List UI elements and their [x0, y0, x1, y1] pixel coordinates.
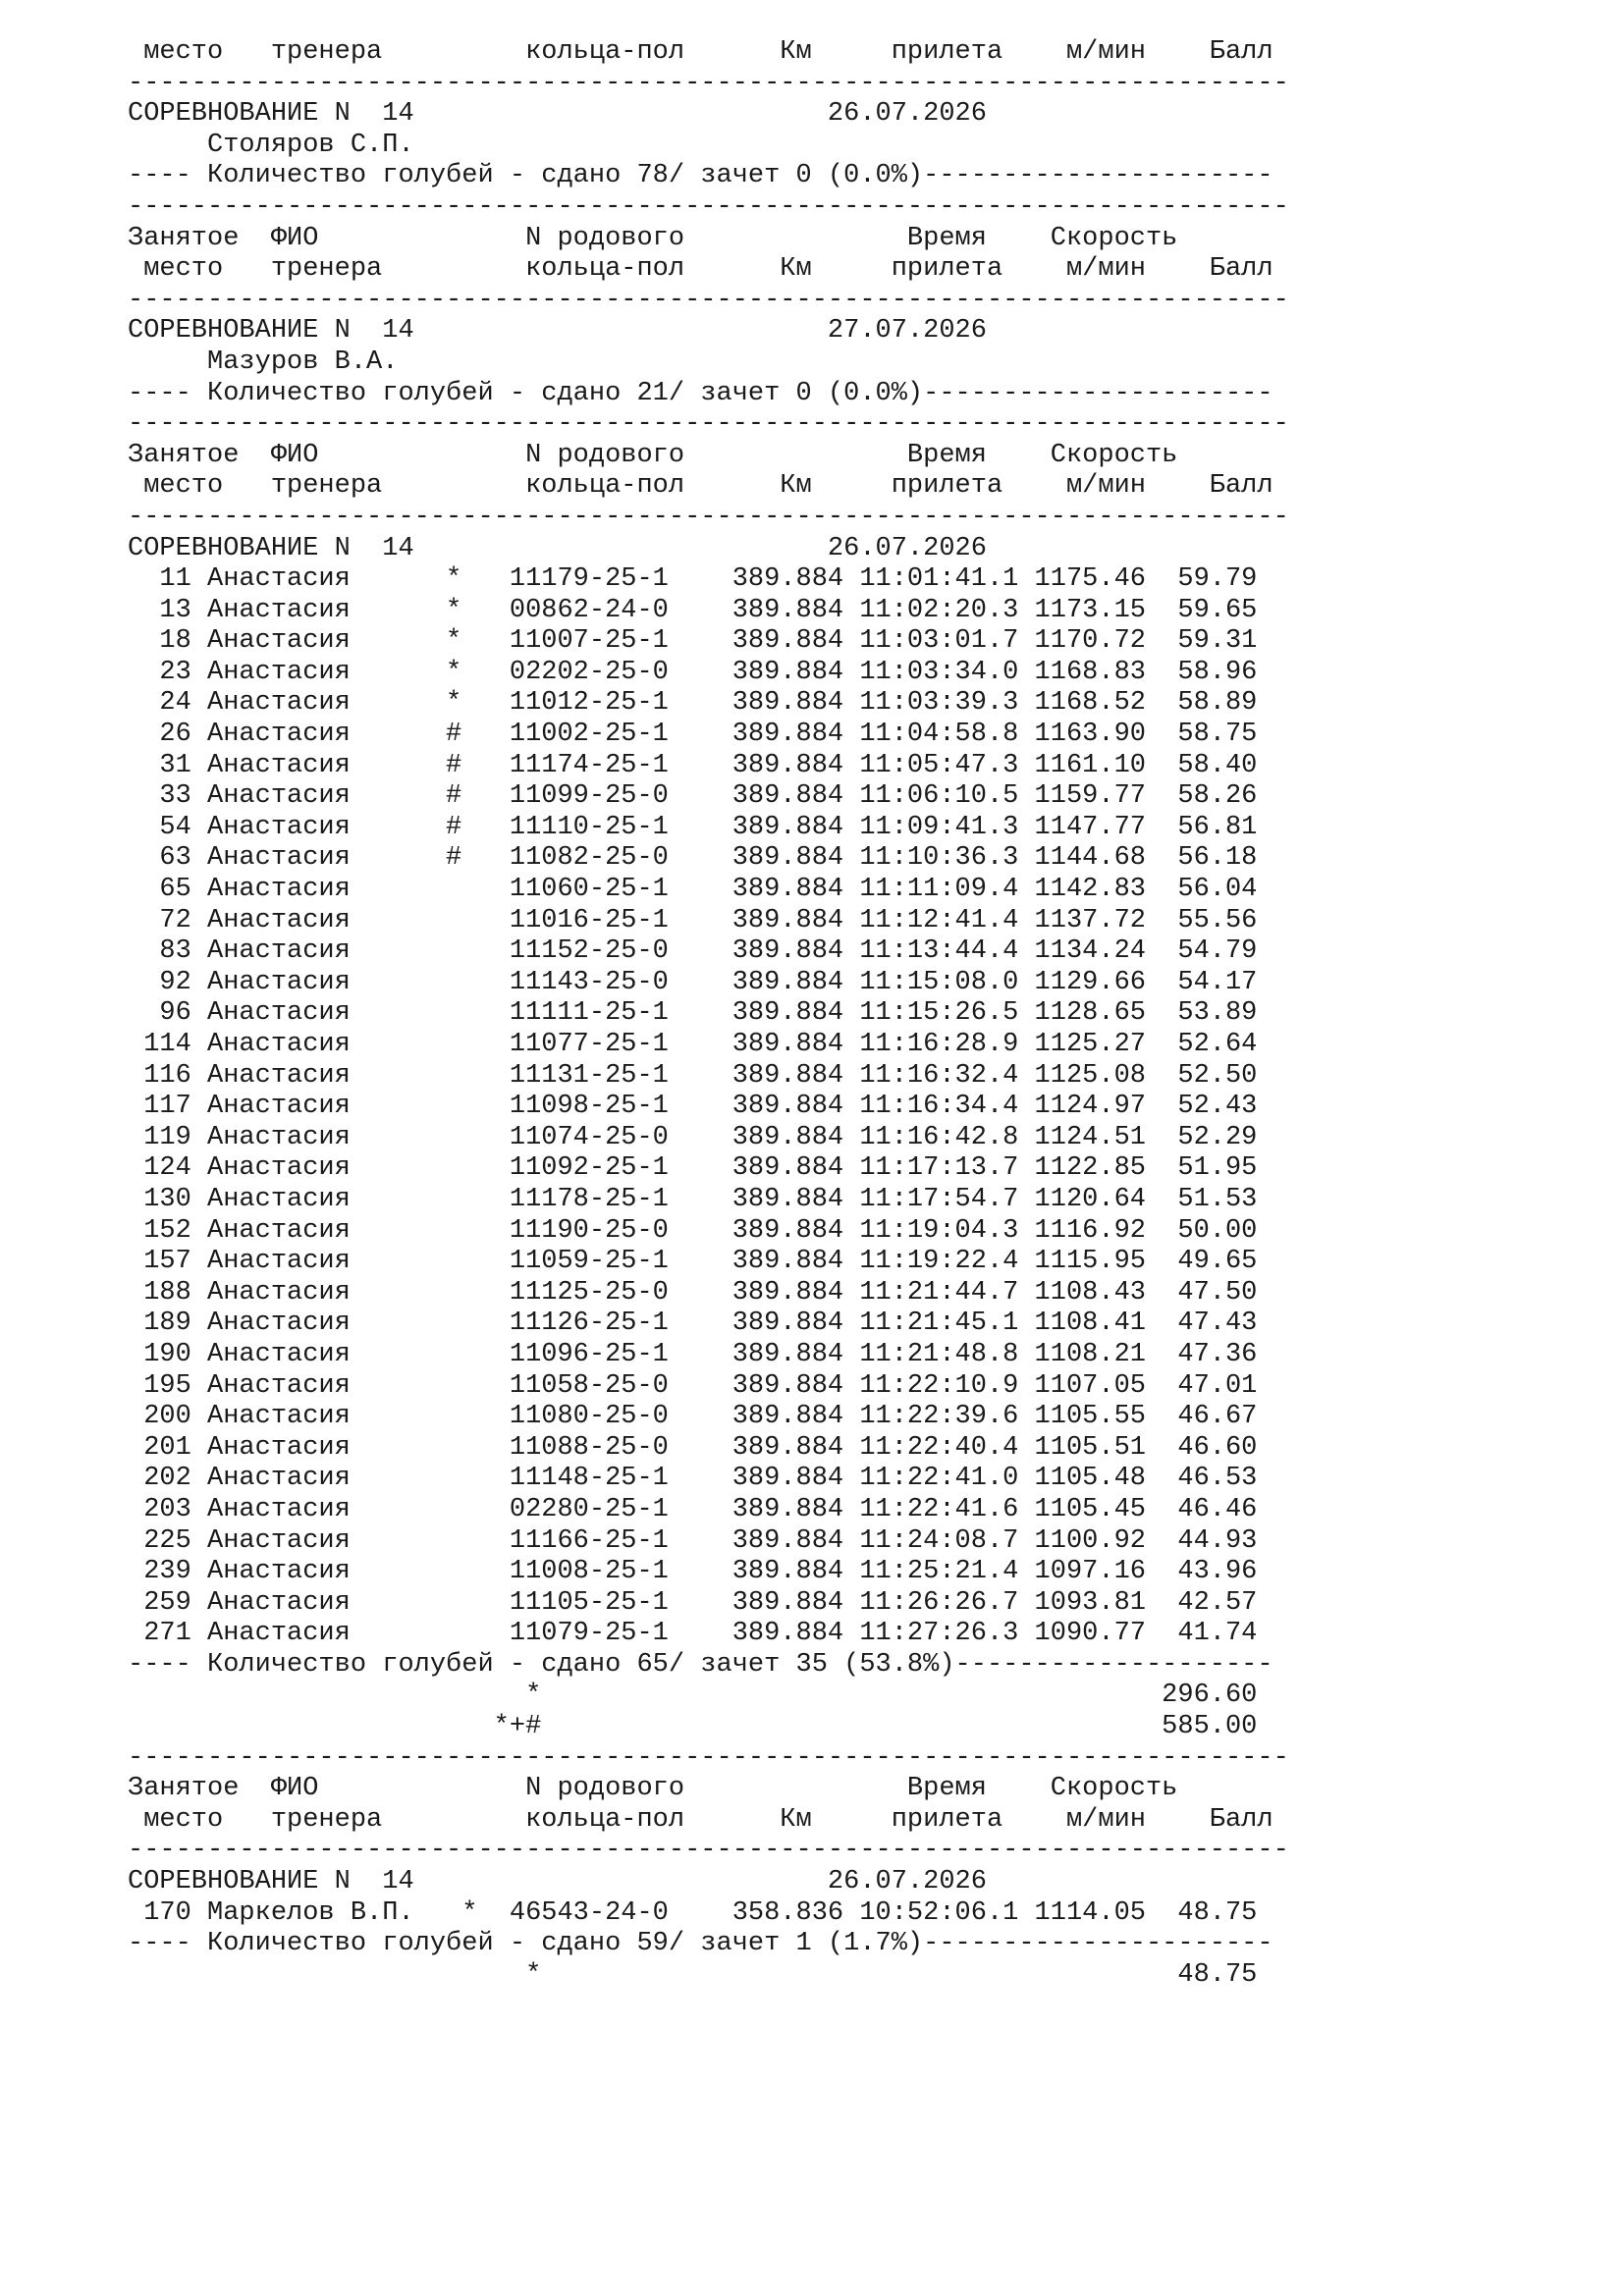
result-row: 202 Анастасия 11148-25-1 389.884 11:22:41.0 1105.48 46.53 — [128, 1464, 1258, 1494]
pigeon-count-summary: ---- Количество голубей - сдано 59/ зачет 1 (1.7%)---------------------- — [128, 1929, 1273, 1959]
result-row: 33 Анастасия # 11099-25-0 389.884 11:06:10.5 1159.77 58.26 — [128, 781, 1258, 812]
column-header: место тренера кольца-пол Км прилета м/мин Балл — [128, 1804, 1273, 1835]
pigeon-count-summary: ---- Количество голубей - сдано 21/ зачет 0 (0.0%)---------------------- — [128, 378, 1273, 408]
result-row: 24 Анастасия * 11012-25-1 389.884 11:03:39.3 1168.52 58.89 — [128, 688, 1258, 719]
competition-header: СОРЕВНОВАНИЕ N 14 26.07.2026 — [128, 533, 987, 563]
separator-line: ------------------------------------------------------------------------- — [128, 191, 1289, 222]
column-header: Занятое ФИО N родового Время Скорость — [128, 1774, 1178, 1804]
competition-header: СОРЕВНОВАНИЕ N 14 27.07.2026 — [128, 316, 987, 347]
result-row: 201 Анастасия 11088-25-0 389.884 11:22:40.4 1105.51 46.60 — [128, 1432, 1258, 1463]
result-row: 170 Маркелов В.П. * 46543-24-0 358.836 10:52:06.1 1114.05 48.75 — [128, 1897, 1258, 1928]
pigeon-count-summary: ---- Количество голубей - сдано 78/ зачет 0 (0.0%)---------------------- — [128, 161, 1273, 191]
result-row: 114 Анастасия 11077-25-1 389.884 11:16:28.9 1125.27 52.64 — [128, 1030, 1258, 1059]
result-row: 116 Анастасия 11131-25-1 389.884 11:16:32.4 1125.08 52.50 — [128, 1060, 1258, 1091]
column-header: Занятое ФИО N родового Время Скорость — [128, 440, 1178, 470]
result-row: 119 Анастасия 11074-25-0 389.884 11:16:42.8 1124.51 52.29 — [128, 1122, 1258, 1152]
trainer-name: Мазуров В.А. — [128, 347, 399, 377]
separator-line: ------------------------------------------------------------------------- — [128, 1836, 1289, 1866]
result-row: 11 Анастасия * 11179-25-1 389.884 11:01:41.1 1175.46 59.79 — [128, 564, 1258, 595]
result-row: 190 Анастасия 11096-25-1 389.884 11:21:48.8 1108.21 47.36 — [128, 1339, 1258, 1369]
separator-line: ------------------------------------------------------------------------- — [128, 1742, 1289, 1773]
score-total: *+# 585.00 — [128, 1712, 1258, 1742]
competition-header: СОРЕВНОВАНИЕ N 14 26.07.2026 — [128, 1867, 987, 1897]
result-row: 18 Анастасия * 11007-25-1 389.884 11:03:01.7 1170.72 59.31 — [128, 626, 1258, 657]
result-row: 117 Анастасия 11098-25-1 389.884 11:16:34.4 1124.97 52.43 — [128, 1092, 1258, 1122]
result-row: 259 Анастасия 11105-25-1 389.884 11:26:26.7 1093.81 42.57 — [128, 1587, 1258, 1618]
separator-line: ------------------------------------------------------------------------- — [128, 68, 1289, 98]
result-row: 63 Анастасия # 11082-25-0 389.884 11:10:36.3 1144.68 56.18 — [128, 843, 1258, 874]
column-header: место тренера кольца-пол Км прилета м/мин Балл — [128, 254, 1273, 285]
result-row: 23 Анастасия * 02202-25-0 389.884 11:03:34.0 1168.83 58.96 — [128, 657, 1258, 687]
pigeon-count-summary: ---- Количество голубей - сдано 65/ зачет 35 (53.8%)-------------------- — [128, 1649, 1273, 1680]
result-row: 31 Анастасия # 11174-25-1 389.884 11:05:47.3 1161.10 58.40 — [128, 750, 1258, 780]
result-row: 130 Анастасия 11178-25-1 389.884 11:17:54.7 1120.64 51.53 — [128, 1184, 1258, 1214]
result-row: 203 Анастасия 02280-25-1 389.884 11:22:41.6 1105.45 46.46 — [128, 1494, 1258, 1524]
result-row: 26 Анастасия # 11002-25-1 389.884 11:04:58.8 1163.90 58.75 — [128, 720, 1258, 750]
result-row: 54 Анастасия # 11110-25-1 389.884 11:09:41.3 1147.77 56.81 — [128, 812, 1258, 842]
results-printout — [128, 37, 1289, 1991]
result-row: 124 Анастасия 11092-25-1 389.884 11:17:13.7 1122.85 51.95 — [128, 1153, 1258, 1184]
result-row: 152 Анастасия 11190-25-0 389.884 11:19:04.3 1116.92 50.00 — [128, 1215, 1258, 1246]
result-row: 72 Анастасия 11016-25-1 389.884 11:12:41.4 1137.72 55.56 — [128, 905, 1258, 935]
result-row: 239 Анастасия 11008-25-1 389.884 11:25:21.4 1097.16 43.96 — [128, 1557, 1258, 1587]
result-row: 13 Анастасия * 00862-24-0 389.884 11:02:20.3 1173.15 59.65 — [128, 595, 1258, 625]
result-row: 189 Анастасия 11126-25-1 389.884 11:21:45.1 1108.41 47.43 — [128, 1308, 1258, 1339]
score-total: * 48.75 — [128, 1959, 1258, 1990]
separator-line: ------------------------------------------------------------------------- — [128, 409, 1289, 440]
result-row: 92 Анастасия 11143-25-0 389.884 11:15:08.0 1129.66 54.17 — [128, 967, 1258, 997]
result-row: 188 Анастасия 11125-25-0 389.884 11:21:44.7 1108.43 47.50 — [128, 1277, 1258, 1308]
result-row: 225 Анастасия 11166-25-1 389.884 11:24:08.7 1100.92 44.93 — [128, 1525, 1258, 1556]
separator-line: ------------------------------------------------------------------------- — [128, 502, 1289, 532]
column-header: место тренера кольца-пол Км прилета м/мин Балл — [128, 37, 1273, 67]
competition-header: СОРЕВНОВАНИЕ N 14 26.07.2026 — [128, 99, 987, 130]
score-total: * 296.60 — [128, 1681, 1258, 1711]
result-row: 271 Анастасия 11079-25-1 389.884 11:27:26.3 1090.77 41.74 — [128, 1619, 1258, 1649]
column-header: место тренера кольца-пол Км прилета м/мин Балл — [128, 471, 1273, 502]
result-row: 83 Анастасия 11152-25-0 389.884 11:13:44.4 1134.24 54.79 — [128, 936, 1258, 967]
result-row: 195 Анастасия 11058-25-0 389.884 11:22:10.9 1107.05 47.01 — [128, 1370, 1258, 1401]
result-row: 157 Анастасия 11059-25-1 389.884 11:19:22.4 1115.95 49.65 — [128, 1247, 1258, 1277]
trainer-name: Столяров С.П. — [128, 130, 414, 160]
column-header: Занятое ФИО N родового Время Скорость — [128, 223, 1178, 253]
result-row: 65 Анастасия 11060-25-1 389.884 11:11:09.4 1142.83 56.04 — [128, 875, 1258, 905]
result-row: 96 Анастасия 11111-25-1 389.884 11:15:26.5 1128.65 53.89 — [128, 998, 1258, 1029]
result-row: 200 Анастасия 11080-25-0 389.884 11:22:39.6 1105.55 46.67 — [128, 1402, 1258, 1432]
separator-line: ------------------------------------------------------------------------- — [128, 285, 1289, 315]
